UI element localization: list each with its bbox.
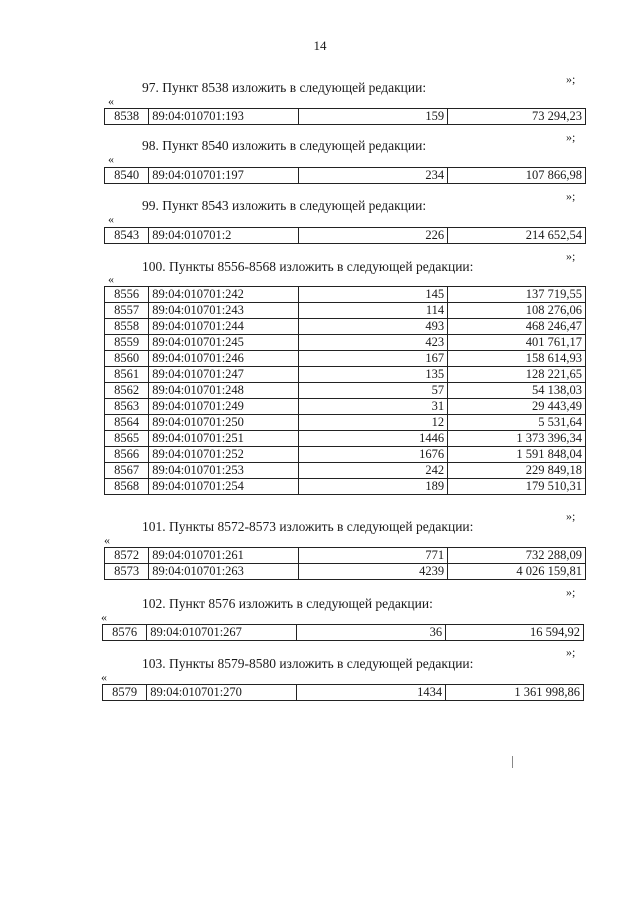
opening-quote: « [108, 212, 114, 226]
value-cell: 54 138,03 [448, 383, 586, 399]
value-cell: 29 443,49 [448, 399, 586, 415]
opening-quote: « [101, 670, 107, 684]
section-table [104, 547, 586, 580]
scan-artifact [512, 756, 513, 768]
table-row [105, 303, 586, 319]
item-number-cell: 8572 [105, 548, 149, 564]
value-cell: 107 866,98 [448, 168, 586, 184]
area-cell: 36 [297, 625, 446, 641]
table-row [103, 685, 584, 701]
value-cell: 137 719,55 [448, 287, 586, 303]
value-cell: 401 761,17 [448, 335, 586, 351]
section-heading: 100. Пункты 8556-8568 изложить в следующей редакции: [142, 259, 474, 274]
area-cell: 1676 [299, 447, 448, 463]
closing-quote: »; [566, 509, 576, 523]
cadastral-number-cell: 89:04:010701:263 [149, 564, 299, 580]
value-cell: 1 373 396,34 [448, 431, 586, 447]
area-cell: 1434 [297, 685, 446, 701]
cadastral-number-cell: 89:04:010701:2 [149, 228, 299, 244]
closing-quote: »; [566, 189, 576, 203]
section-heading: 101. Пункты 8572-8573 изложить в следующей редакции: [142, 519, 474, 534]
area-cell: 57 [299, 383, 448, 399]
cadastral-number-cell: 89:04:010701:252 [149, 447, 299, 463]
cadastral-number-cell: 89:04:010701:248 [149, 383, 299, 399]
section-table [104, 286, 586, 495]
item-number-cell: 8568 [105, 479, 149, 495]
cadastral-number-cell: 89:04:010701:254 [149, 479, 299, 495]
item-number-cell: 8561 [105, 367, 149, 383]
item-number-cell: 8563 [105, 399, 149, 415]
cadastral-number-cell: 89:04:010701:244 [149, 319, 299, 335]
area-cell: 234 [299, 168, 448, 184]
value-cell: 229 849,18 [448, 463, 586, 479]
item-number-cell: 8556 [105, 287, 149, 303]
value-cell: 158 614,93 [448, 351, 586, 367]
opening-quote: « [104, 533, 110, 547]
value-cell: 5 531,64 [448, 415, 586, 431]
table-row [105, 447, 586, 463]
table-row [105, 287, 586, 303]
table-row [105, 367, 586, 383]
item-number-cell: 8573 [105, 564, 149, 580]
cadastral-number-cell: 89:04:010701:193 [149, 109, 299, 125]
item-number-cell: 8540 [105, 168, 149, 184]
closing-quote: »; [566, 585, 576, 599]
section-heading: 103. Пункты 8579-8580 изложить в следующей редакции: [142, 656, 474, 671]
table-row [105, 335, 586, 351]
cadastral-number-cell: 89:04:010701:250 [149, 415, 299, 431]
table-row [105, 319, 586, 335]
value-cell: 1 361 998,86 [446, 685, 584, 701]
item-number-cell: 8562 [105, 383, 149, 399]
area-cell: 167 [299, 351, 448, 367]
closing-quote: »; [566, 249, 576, 263]
item-number-cell: 8560 [105, 351, 149, 367]
area-cell: 771 [299, 548, 448, 564]
item-number-cell: 8565 [105, 431, 149, 447]
value-cell: 179 510,31 [448, 479, 586, 495]
section-table [104, 227, 586, 244]
section-heading: 99. Пункт 8543 изложить в следующей редакции: [142, 198, 427, 213]
area-cell: 12 [299, 415, 448, 431]
section-heading: 102. Пункт 8576 изложить в следующей редакции: [142, 596, 433, 611]
table-row [105, 228, 586, 244]
cadastral-number-cell: 89:04:010701:243 [149, 303, 299, 319]
area-cell: 114 [299, 303, 448, 319]
table-row [105, 383, 586, 399]
table-row [103, 625, 584, 641]
section-heading: 98. Пункт 8540 изложить в следующей редакции: [142, 138, 427, 153]
item-number-cell: 8564 [105, 415, 149, 431]
opening-quote: « [108, 272, 114, 286]
table-row [105, 415, 586, 431]
section-table [104, 167, 586, 184]
table-row [105, 479, 586, 495]
area-cell: 135 [299, 367, 448, 383]
area-cell: 4239 [299, 564, 448, 580]
area-cell: 493 [299, 319, 448, 335]
cadastral-number-cell: 89:04:010701:245 [149, 335, 299, 351]
area-cell: 31 [299, 399, 448, 415]
cadastral-number-cell: 89:04:010701:249 [149, 399, 299, 415]
opening-quote: « [108, 152, 114, 166]
area-cell: 189 [299, 479, 448, 495]
item-number-cell: 8543 [105, 228, 149, 244]
area-cell: 159 [299, 109, 448, 125]
item-number-cell: 8567 [105, 463, 149, 479]
value-cell: 16 594,92 [446, 625, 584, 641]
item-number-cell: 8559 [105, 335, 149, 351]
area-cell: 423 [299, 335, 448, 351]
item-number-cell: 8557 [105, 303, 149, 319]
cadastral-number-cell: 89:04:010701:247 [149, 367, 299, 383]
table-row [105, 168, 586, 184]
closing-quote: »; [566, 72, 576, 86]
table-row [105, 399, 586, 415]
table-row [105, 431, 586, 447]
cadastral-number-cell: 89:04:010701:261 [149, 548, 299, 564]
table-row [105, 564, 586, 580]
cadastral-number-cell: 89:04:010701:270 [147, 685, 297, 701]
cadastral-number-cell: 89:04:010701:242 [149, 287, 299, 303]
value-cell: 468 246,47 [448, 319, 586, 335]
item-number-cell: 8538 [105, 109, 149, 125]
closing-quote: »; [566, 130, 576, 144]
item-number-cell: 8558 [105, 319, 149, 335]
opening-quote: « [101, 610, 107, 624]
value-cell: 214 652,54 [448, 228, 586, 244]
area-cell: 1446 [299, 431, 448, 447]
cadastral-number-cell: 89:04:010701:246 [149, 351, 299, 367]
area-cell: 242 [299, 463, 448, 479]
value-cell: 4 026 159,81 [448, 564, 586, 580]
table-row [105, 351, 586, 367]
value-cell: 732 288,09 [448, 548, 586, 564]
section-heading: 97. Пункт 8538 изложить в следующей редакции: [142, 80, 427, 95]
cadastral-number-cell: 89:04:010701:197 [149, 168, 299, 184]
table-row [105, 463, 586, 479]
item-number-cell: 8566 [105, 447, 149, 463]
value-cell: 1 591 848,04 [448, 447, 586, 463]
area-cell: 145 [299, 287, 448, 303]
value-cell: 128 221,65 [448, 367, 586, 383]
area-cell: 226 [299, 228, 448, 244]
cadastral-number-cell: 89:04:010701:253 [149, 463, 299, 479]
table-row [105, 548, 586, 564]
table-row [105, 109, 586, 125]
closing-quote: »; [566, 645, 576, 659]
item-number-cell: 8576 [103, 625, 147, 641]
section-table [102, 624, 584, 641]
value-cell: 108 276,06 [448, 303, 586, 319]
value-cell: 73 294,23 [448, 109, 586, 125]
page-number: 14 [313, 38, 327, 53]
cadastral-number-cell: 89:04:010701:251 [149, 431, 299, 447]
item-number-cell: 8579 [103, 685, 147, 701]
section-table [104, 108, 586, 125]
cadastral-number-cell: 89:04:010701:267 [147, 625, 297, 641]
opening-quote: « [108, 94, 114, 108]
section-table [102, 684, 584, 701]
